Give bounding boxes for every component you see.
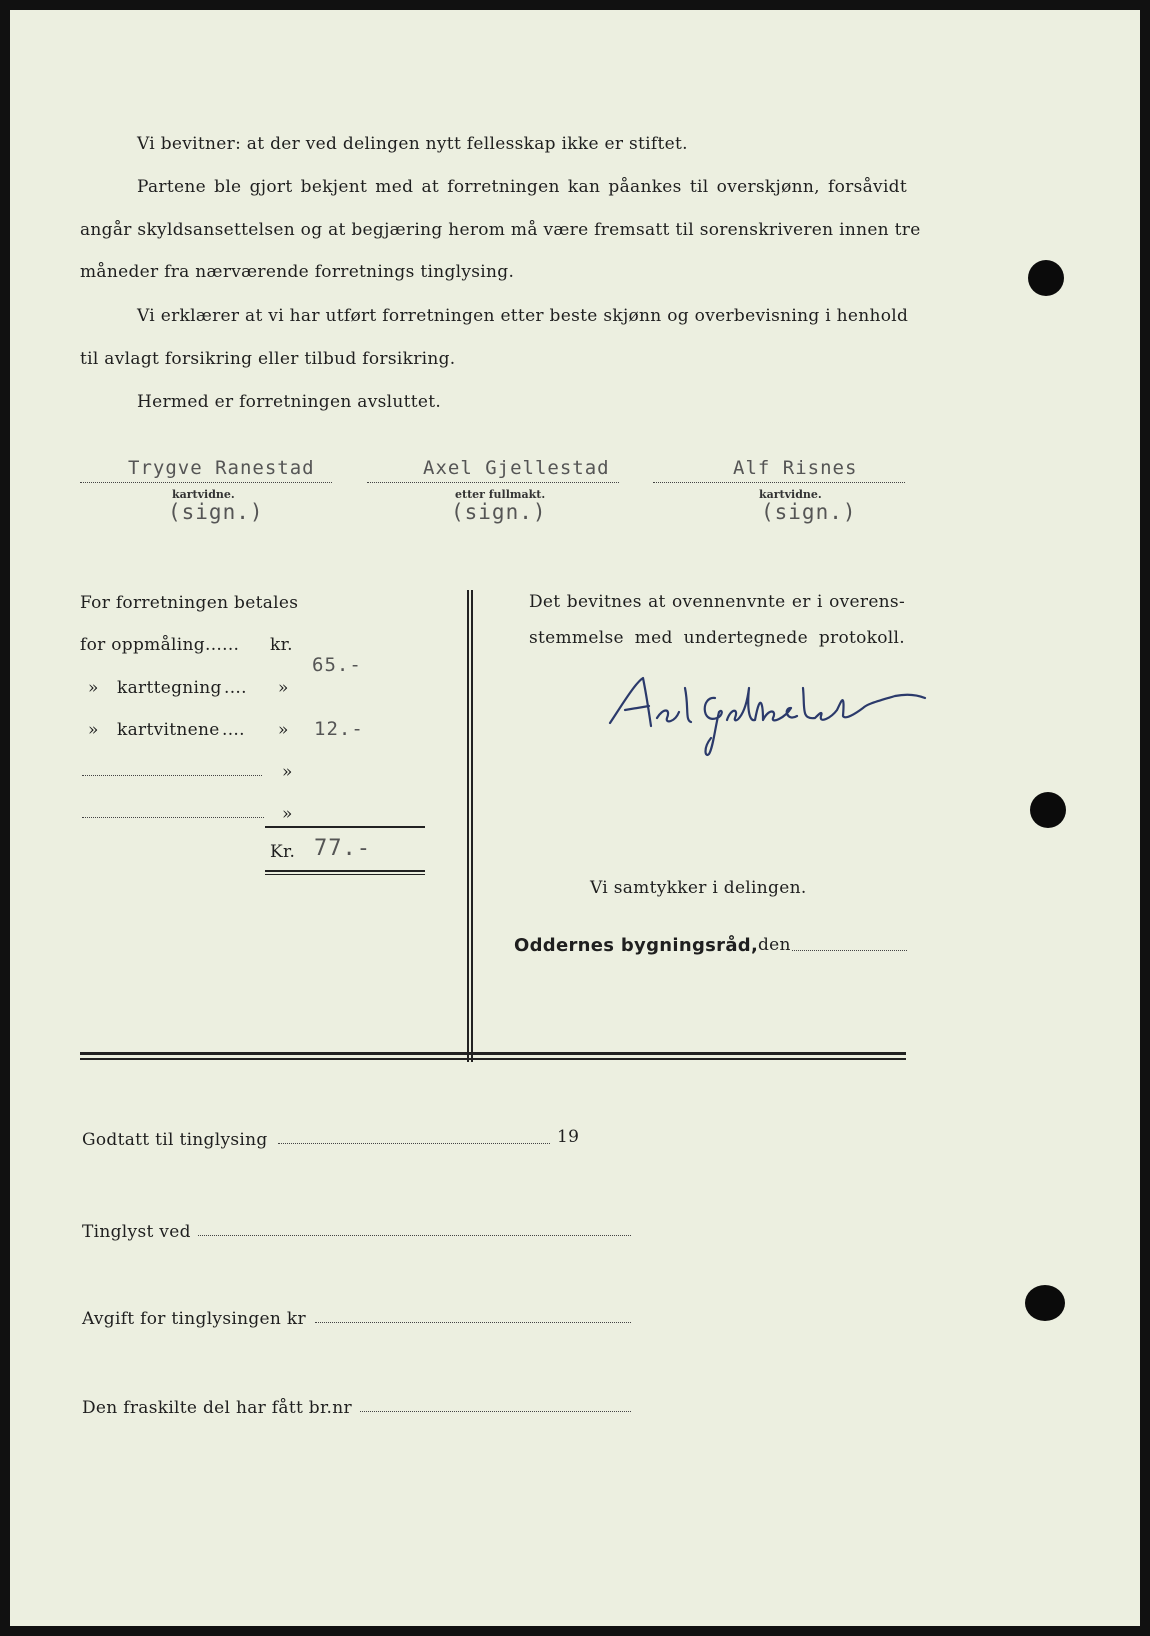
fee-leader-kartvitnene: .... [222,720,245,740]
signature-name-1: Trygve Ranestad [128,457,315,479]
council-date-line [792,950,907,951]
paragraph-2-line-3: måneder fra nærværende forretnings tinglysing. [80,262,515,282]
fee-unit-oppmaling: kr. [270,635,293,655]
avgift-label: Avgift for tinglysingen kr [82,1309,306,1329]
godtatt-year: 19 [557,1127,580,1147]
paragraph-1: Vi bevitner: at der ved delingen nytt fellesskap ikke er stiftet. [137,134,688,154]
fraskilte-label: Den fraskilte del har fått br.nr [82,1398,352,1418]
fee-label-oppmaling: for oppmåling [80,635,205,655]
total-double-rule-a [265,870,425,872]
signature-role-1: kartvidne. [172,488,235,501]
attestation-line-1: Det bevitnes at ovennenvnte er i overens- [529,592,905,612]
avgift-line [315,1322,631,1323]
punch-hole-top [1028,260,1064,296]
punch-hole-bottom [1025,1285,1065,1321]
fee-value-kartvitnene: 12.- [314,718,364,740]
fee-label-kartvitnene: kartvitnene [117,720,220,740]
total-value: 77.- [314,836,371,861]
paragraph-2-line-2: angår skyldsansettelsen og at begjæring herom må være fremsatt til sorenskriveren innen tre [80,220,921,240]
council-den-label: den [758,935,791,955]
fraskilte-line [360,1411,631,1412]
godtatt-line [278,1143,550,1144]
section-rule-a [80,1052,906,1055]
signature-role-3: kartvidne. [759,488,822,501]
sum-rule [265,826,425,828]
fee-blank-line-1 [82,775,262,776]
vertical-divider-b [471,590,473,1062]
punch-hole-middle [1030,792,1066,828]
total-double-rule-b [265,874,425,875]
signature-name-3: Alf Risnes [733,457,858,479]
signature-name-2: Axel Gjellestad [423,457,610,479]
total-label: Kr. [270,842,296,862]
vertical-divider-a [467,590,469,1062]
signature-mark-3: (sign.) [761,500,857,524]
section-rule-b [80,1058,906,1060]
fee-unit-blank-1: » [282,762,293,782]
godtatt-label: Godtatt til tinglysing [82,1130,268,1150]
attestation-line-2: stemmelse med undertegnede protokoll. [529,628,905,648]
fee-prefix-kartvitnene: » [88,720,99,740]
tinglyst-label: Tinglyst ved [82,1222,191,1242]
fee-prefix-karttegning: » [88,678,99,698]
paragraph-3-line-1: Vi erklærer at vi har utført forretningen etter beste skjønn og overbevisning i henhold [137,306,909,326]
paragraph-2-line-1: Partene ble gjort bekjent med at forretningen kan påankes til overskjønn, forsåvidt [137,177,907,197]
signature-line-3 [653,482,905,483]
fee-unit-kartvitnene: » [278,720,289,740]
tinglyst-line [198,1235,631,1236]
signature-role-2: etter fullmakt. [455,488,546,501]
paragraph-3-line-2: til avlagt forsikring eller tilbud forsikring. [80,349,456,369]
document-page [10,10,1140,1626]
fees-heading: For forretningen betales [80,593,299,613]
council-name: Oddernes bygningsråd, [514,935,759,956]
fee-unit-blank-2: » [282,804,293,824]
fee-blank-line-2 [82,817,264,818]
fee-value-oppmaling: 65.- [312,654,362,676]
fee-unit-karttegning: » [278,678,289,698]
fee-leader-oppmaling: ...... [205,635,240,655]
handwritten-signature [605,668,935,760]
paragraph-4: Hermed er forretningen avsluttet. [137,392,442,412]
signature-mark-1: (sign.) [168,500,264,524]
fee-label-karttegning: karttegning [117,678,222,698]
signature-line-1 [80,482,332,483]
signature-line-2 [367,482,619,483]
consent-line: Vi samtykker i delingen. [590,878,807,898]
signature-mark-2: (sign.) [451,500,547,524]
fee-leader-karttegning: .... [224,678,247,698]
